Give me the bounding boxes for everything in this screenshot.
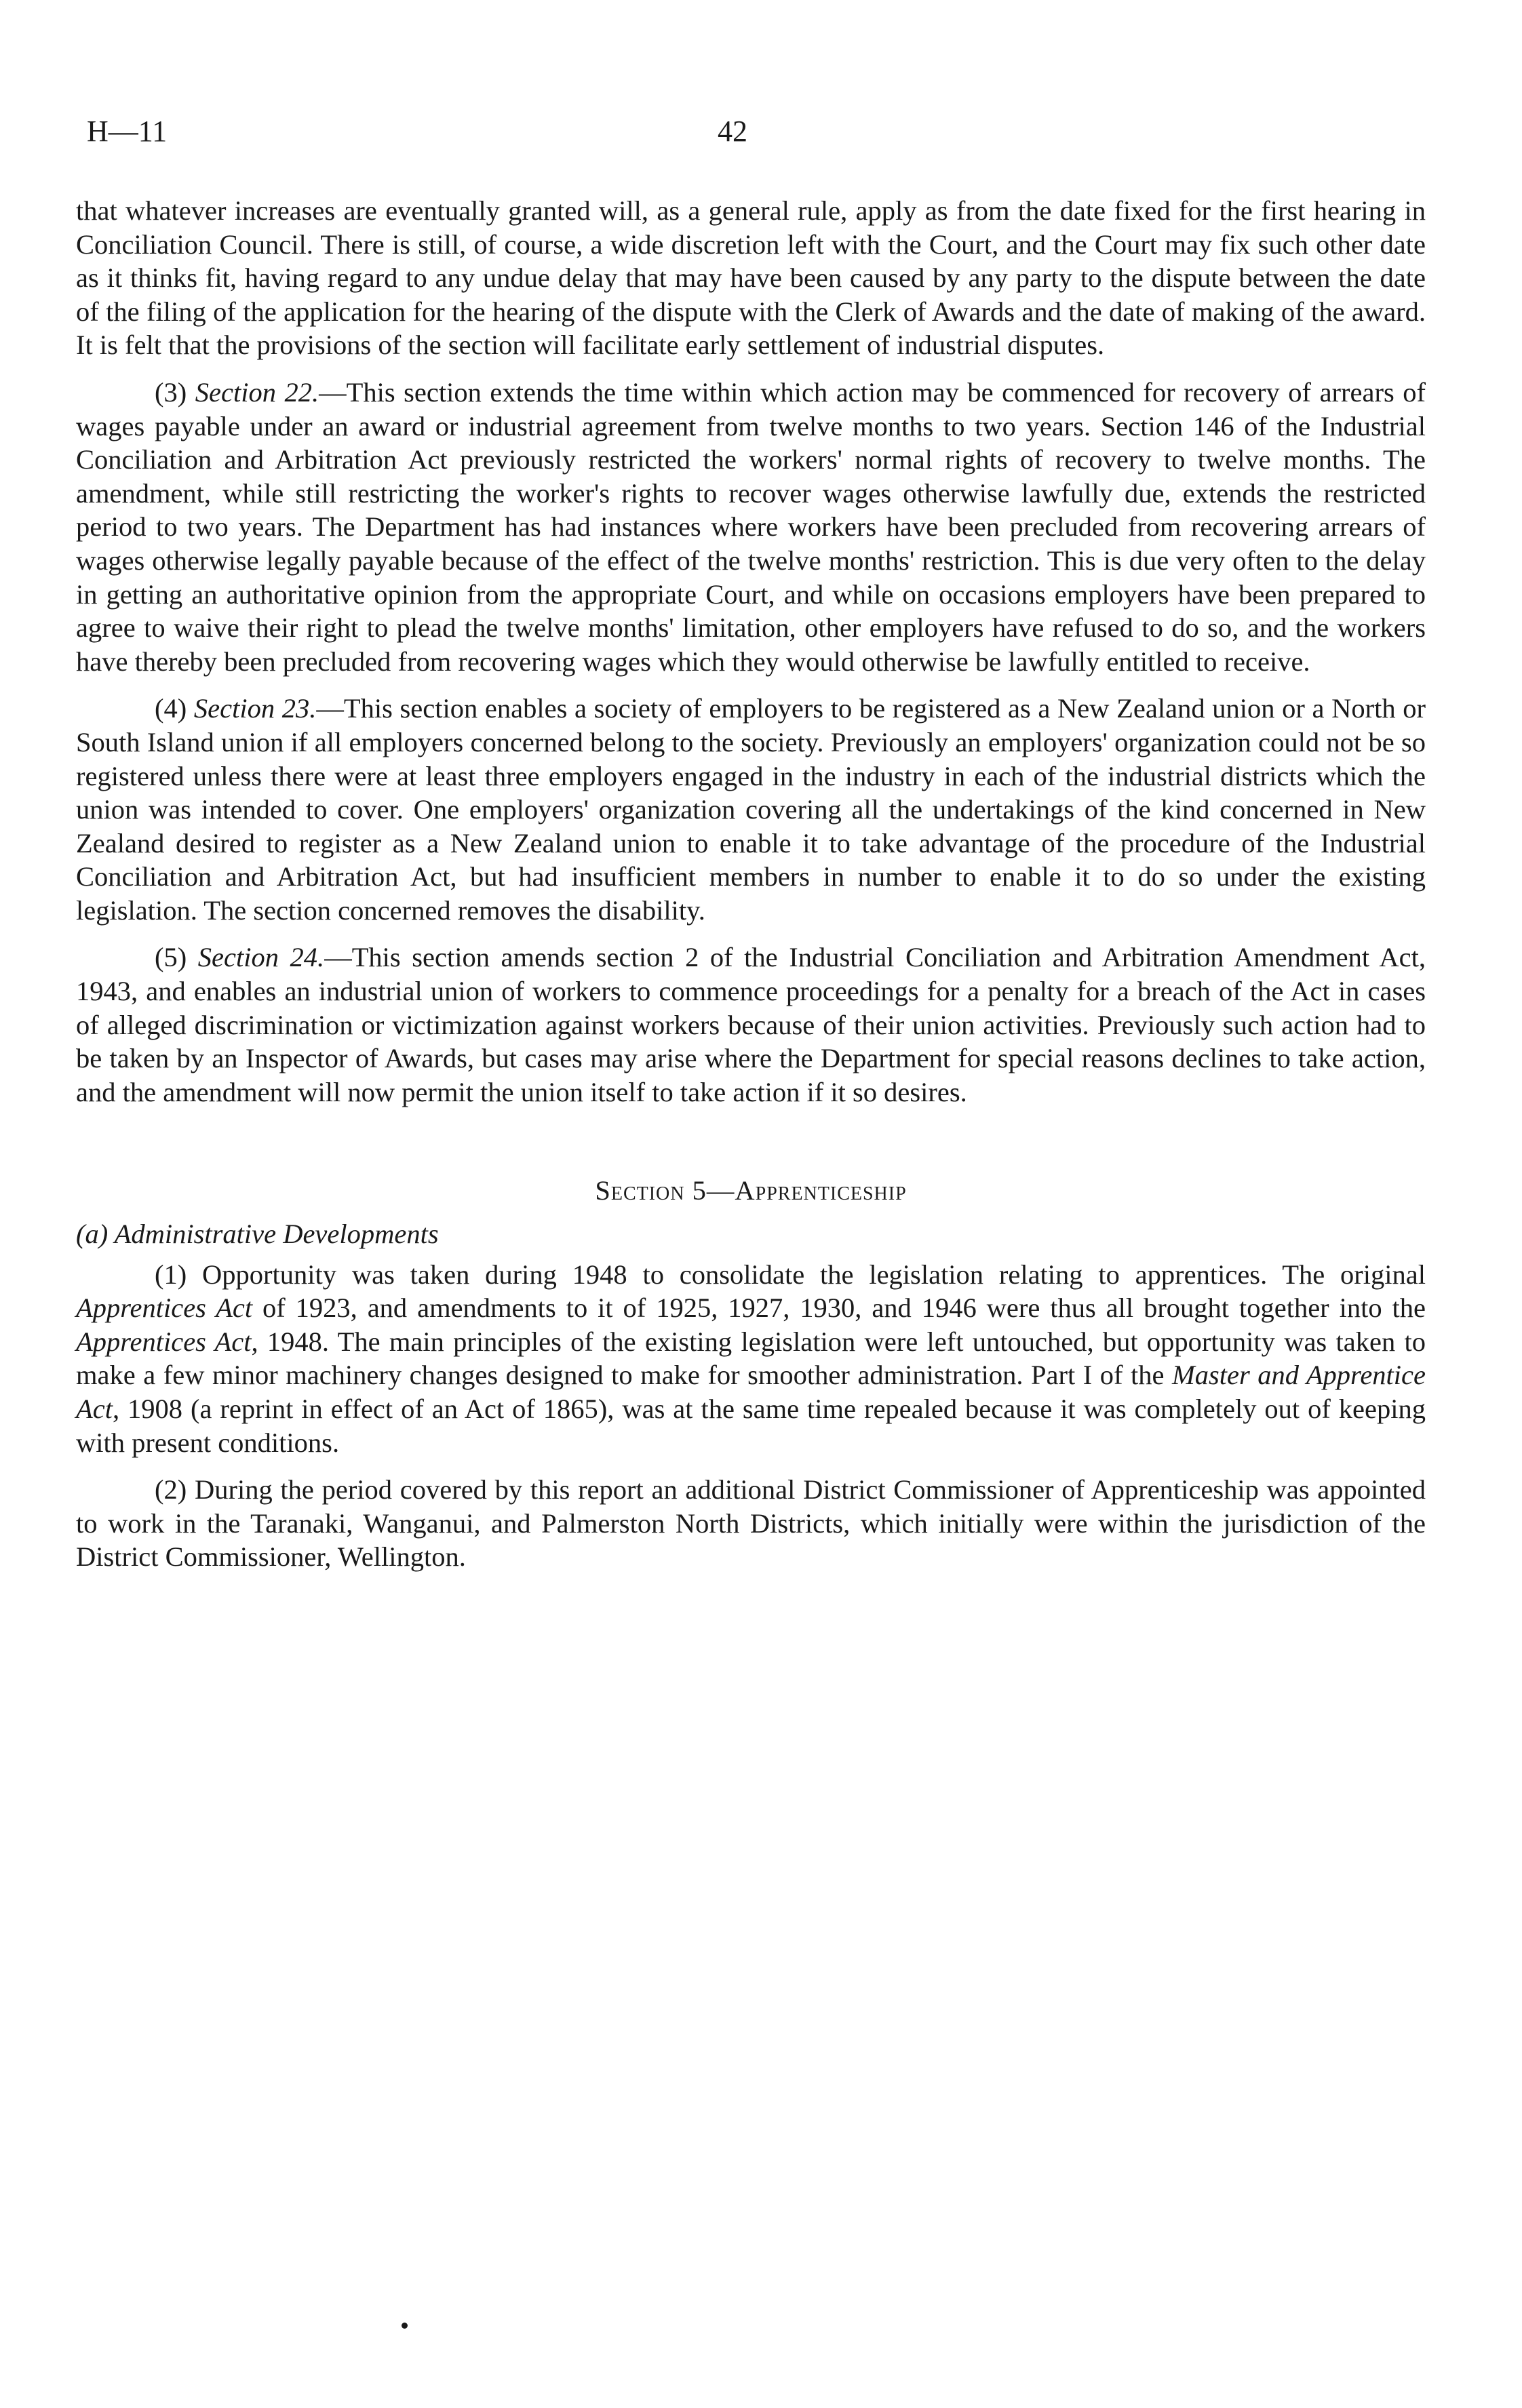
section-reference: Section 24. <box>197 942 325 973</box>
section-reference: Section 22. <box>195 376 319 408</box>
paragraph-text: of 1923, and amendments to it of 1925, 1927, 1930, and 1946 were thus all brought together into the <box>252 1292 1426 1324</box>
paragraph-text: that whatever increases are eventually granted will, as a general rule, apply as from the date fixed for the first hearing in Conciliation Council. There is still, of course, a wide discretion left with the Court, and the Court may fix such other date as it thinks fit, having regard to any undue delay that may have been caused by any party to the dispute between the date of the filing of the application for the hearing of the dispute with the Clerk of Awards and the date of making of the award. It is felt that the provisions of the section will facilitate early settlement of industrial disputes. <box>76 195 1426 361</box>
page-number: 42 <box>718 115 747 148</box>
stray-dot-mark <box>402 2323 408 2329</box>
paragraph-apprenticeship-1 <box>76 1258 1426 1460</box>
paragraph-section-22 <box>76 376 1426 678</box>
paragraph-text: Opportunity was taken during 1948 to consolidate the legislation relating to apprentices. The original <box>202 1259 1426 1290</box>
paragraph-number: (2) <box>155 1474 187 1505</box>
paragraph-number: (1) <box>155 1259 187 1290</box>
page-reference: H—11 <box>87 115 168 148</box>
section-heading: Section 5—Apprenticeship <box>595 1175 907 1206</box>
body-text <box>76 194 1426 1587</box>
paragraph-text: —This section amends section 2 of the Industrial Conciliation and Arbitration Amendment Act, 1943, and enables an industrial union of workers to commence proceedings for a penalty for a breach of the Act in cases of alleged discrimination or victimization against workers because of their union activities. Previously such action had to be taken by an Inspector of Awards, but cases may arise where the Department for special reasons declines to take action, and the amendment will now permit the union itself to take action if it so desires. <box>76 942 1426 1107</box>
act-title: Master and Apprentice Act <box>76 1360 1426 1424</box>
paragraph-continuation <box>76 194 1426 362</box>
subheading: (a) Administrative Developments <box>76 1219 439 1250</box>
paragraph-number: (5) <box>155 942 187 973</box>
paragraph-section-24 <box>76 941 1426 1109</box>
paragraph-text: —This section enables a society of employers to be registered as a New Zealand union or a North or South Island union if all employers concerned belong to the society. Previously an employers' organization could not be so registered unless there were at least three employers engaged in the industry in each of the industrial districts which the union was intended to cover. One employers' organization covering all the undertakings of the kind concerned in New Zealand desired to register as a New Zealand union to enable it to take advantage of the procedure of the Industrial Conciliation and Arbitration Act, but had insufficient members in number to enable it to do so under the existing legislation. The section concerned removes the disability. <box>76 693 1426 926</box>
paragraph-number: (3) <box>155 376 187 408</box>
paragraph-apprenticeship-2 <box>76 1473 1426 1574</box>
paragraph-text: —This section extends the time within which action may be commenced for recovery of arrears of wages payable under an award or industrial agreement from twelve months to two years. Section 146 of the Industrial Conciliation and Arbitration Act previously restricted the workers' normal rights of recovery to twelve months. The amendment, while still restricting the worker's rights to recover wages otherwise lawfully due, extends the restricted period to two years. The Department has had instances where workers have been precluded from recovering arrears of wages otherwise legally payable because of the effect of the twelve months' restriction. This is due very often to the delay in getting an authoritative opinion from the appropriate Court, and while on occasions employers have been prepared to agree to waive their right to plead the twelve months' limitation, other employers have refused to do so, and the workers have thereby been precluded from recovering wages which they would otherwise be lawfully entitled to receive. <box>76 376 1426 677</box>
paragraph-text: , 1908 (a reprint in effect of an Act of 1865), was at the same time repealed because it was completely out of keeping with present conditions. <box>76 1394 1426 1458</box>
paragraph-number: (4) <box>155 693 187 724</box>
paragraph-section-23 <box>76 692 1426 927</box>
paragraph-text: , 1948. The main principles of the existing legislation were left untouched, but opportunity was taken to make a few minor machinery changes designed to make for smoother administration. Part I of the <box>76 1326 1426 1391</box>
page-header <box>87 114 1423 155</box>
section-reference: Section 23. <box>193 693 317 724</box>
paragraph-text: During the period covered by this report an additional District Commissioner of Apprenticeship was appointed to work in the Taranaki, Wanganui, and Palmerston North Districts, which initially were within the jurisdiction of the District Commissioner, Wellington. <box>76 1474 1426 1573</box>
act-title: Apprentices Act <box>76 1292 253 1324</box>
act-title: Apprentices Act <box>76 1326 252 1357</box>
